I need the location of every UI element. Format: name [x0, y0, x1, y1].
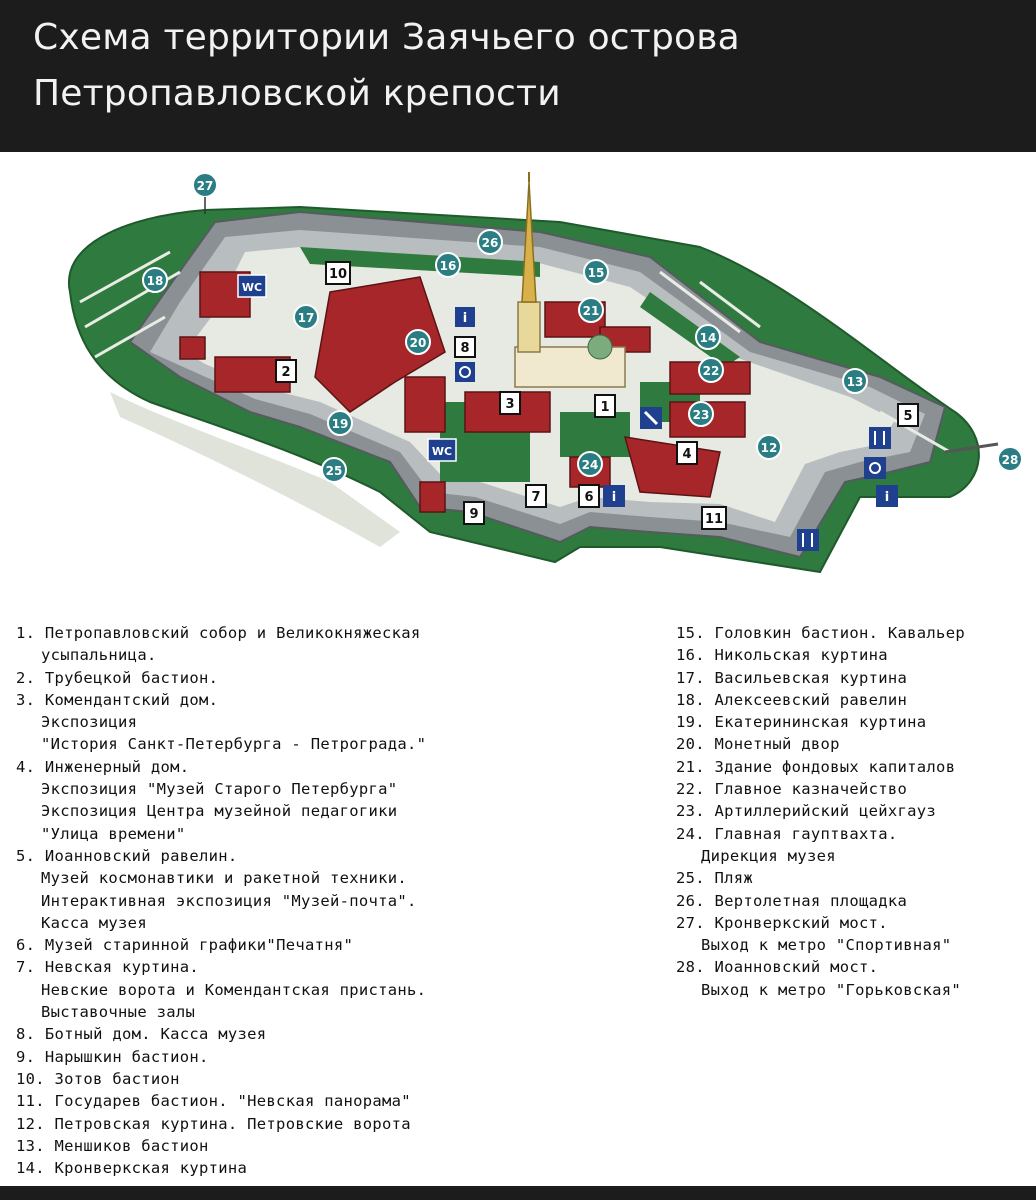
legend-item [676, 622, 1031, 644]
legend-item-text: Интерактивная экспозиция "Музей-почта". [41, 891, 417, 910]
legend-item-number: 22. [676, 780, 715, 799]
legend-item [16, 867, 616, 889]
marker-12 [757, 435, 781, 459]
legend-item-number: 28. [676, 958, 715, 977]
legend-item [16, 912, 616, 934]
legend-item-text: Екатерининская куртина [714, 713, 927, 732]
svg-text:27: 27 [196, 179, 214, 193]
legend-item [16, 979, 616, 1001]
legend-item-text: Выставочные залы [41, 1003, 196, 1022]
svg-text:17: 17 [297, 311, 315, 325]
legend-item [16, 644, 616, 666]
legend-item-number: 9. [16, 1047, 45, 1066]
legend-item-number: 20. [676, 735, 715, 754]
legend-item-text: Иоанновский мост. [714, 958, 879, 977]
marker-23 [689, 402, 713, 426]
svg-text:i: i [462, 311, 468, 326]
legend-item-text: Петровская куртина. Петровские ворота [54, 1114, 411, 1133]
marker-28 [998, 447, 1022, 471]
legend-item-number: 13. [16, 1136, 55, 1155]
legend-item-number: 2. [16, 668, 45, 687]
legend-item-number: 4. [16, 757, 45, 776]
marker-1 [595, 395, 615, 417]
legend-item-number: 24. [676, 824, 715, 843]
legend-item-text: Экспозиция Центра музейной педагогики [41, 802, 398, 821]
svg-text:28: 28 [1001, 453, 1019, 467]
svg-text:i: i [611, 490, 617, 505]
bottom-bar [0, 1186, 1036, 1200]
legend-item-text: Головкин бастион. Кавальер [714, 624, 965, 642]
legend-item-text: Государев бастион. "Невская панорама" [54, 1092, 411, 1111]
legend-item [16, 1068, 616, 1090]
legend-item-number: 25. [676, 869, 715, 888]
legend-item [676, 733, 1031, 755]
page-title-line-2: Петропавловской крепости [33, 73, 561, 114]
legend-item-number: 6. [16, 936, 45, 955]
legend-item-number: 26. [676, 891, 715, 910]
legend-item-text: Пляж [714, 869, 754, 888]
legend-item [676, 823, 1031, 845]
marker-3 [500, 392, 520, 414]
legend-item [676, 778, 1031, 800]
marker-9 [464, 502, 484, 524]
svg-text:8: 8 [460, 341, 470, 356]
marker-14 [696, 325, 720, 349]
legend-item-text: Невские ворота и Комендантская пристань. [41, 980, 427, 999]
legend-item-text: Главное казначейство [714, 780, 908, 799]
legend-item-text: Ботный дом. Касса музея [44, 1025, 267, 1044]
legend-item [16, 1046, 616, 1068]
marker-6 [579, 485, 599, 507]
legend-item [676, 845, 1031, 867]
legend-item [16, 823, 616, 845]
legend-item-text: Никольская куртина [714, 646, 888, 665]
legend-item [16, 1113, 616, 1135]
svg-text:7: 7 [531, 490, 541, 505]
legend-item [16, 1157, 616, 1179]
svg-text:1: 1 [600, 400, 610, 415]
information-icon [603, 485, 625, 507]
legend-item-text: "Улица времени" [41, 824, 186, 843]
legend-item-text: Петропавловский собор и Великокняжеская [44, 624, 421, 642]
svg-text:25: 25 [325, 464, 343, 478]
svg-text:16: 16 [439, 259, 457, 273]
svg-text:15: 15 [587, 266, 605, 280]
legend-item [676, 711, 1031, 733]
legend-item [676, 867, 1031, 889]
legend-item [16, 756, 616, 778]
legend-item [676, 912, 1031, 934]
legend-item [16, 778, 616, 800]
wc-icon [238, 275, 266, 297]
svg-text:26: 26 [481, 236, 499, 250]
svg-text:19: 19 [331, 417, 349, 431]
legend-item [16, 1023, 616, 1045]
legend-item-number: 10. [16, 1069, 55, 1088]
legend-item-text: Здание фондовых капиталов [714, 757, 956, 776]
svg-text:i: i [884, 490, 890, 505]
legend-item-text: Музей старинной графики"Печатня" [44, 936, 354, 955]
legend-item [676, 890, 1031, 912]
svg-text:21: 21 [582, 304, 600, 318]
legend-item-number: 15. [676, 624, 715, 642]
legend-item-text: Кронверкская куртина [54, 1159, 248, 1178]
legend-item-text: Экспозиция [41, 713, 138, 732]
marker-25 [322, 458, 346, 482]
legend-item [16, 956, 616, 978]
legend-item-number: 3. [16, 690, 45, 709]
marker-15 [584, 260, 608, 284]
legend-item-number: 11. [16, 1092, 55, 1111]
page-title-line-1: Схема территории Заячьего острова [33, 17, 740, 58]
svg-text:14: 14 [699, 331, 717, 345]
svg-text:23: 23 [692, 408, 710, 422]
marker-20 [406, 330, 430, 354]
svg-text:10: 10 [328, 267, 348, 282]
legend-item-text: Главная гауптвахта. [714, 824, 898, 843]
marker-11 [702, 507, 726, 529]
legend-item [16, 622, 616, 644]
svg-text:11: 11 [704, 512, 724, 527]
svg-text:4: 4 [682, 447, 692, 462]
svg-text:3: 3 [505, 397, 515, 412]
legend-item-text: Нарышкин бастион. [44, 1047, 209, 1066]
legend-item [16, 689, 616, 711]
legend-item-text: Трубецкой бастион. [44, 668, 219, 687]
legend-item-number: 16. [676, 646, 715, 665]
legend-item-text: Инженерный дом. [44, 757, 190, 776]
svg-text:2: 2 [281, 365, 291, 380]
legend-item-text: "История Санкт-Петербурга - Петрограда." [41, 735, 427, 754]
exit-icon [640, 407, 662, 429]
map-panel [0, 152, 1036, 1186]
svg-text:12: 12 [760, 441, 778, 455]
marker-7 [526, 485, 546, 507]
marker-8 [455, 337, 475, 357]
marker-22 [699, 358, 723, 382]
legend-item-number: 8. [16, 1025, 45, 1044]
legend-item-number: 27. [676, 913, 715, 932]
marker-4 [677, 442, 697, 464]
building-small-2 [420, 482, 445, 512]
legend-item [16, 733, 616, 755]
wc-icon [428, 439, 456, 461]
ticket-icon [455, 362, 475, 382]
svg-text:20: 20 [409, 336, 427, 350]
legend-item-number: 23. [676, 802, 715, 821]
legend-item [16, 1090, 616, 1112]
legend-item-number: 18. [676, 690, 715, 709]
legend-item-text: Васильевская куртина [714, 668, 908, 687]
legend-item [16, 934, 616, 956]
marker-18 [143, 268, 167, 292]
legend-item-text: Музей космонавтики и ракетной техники. [41, 869, 408, 888]
legend-item [16, 845, 616, 867]
marker-10 [326, 262, 350, 284]
legend-item-number: 17. [676, 668, 715, 687]
information-icon [455, 307, 475, 327]
marker-13 [843, 369, 867, 393]
legend-item [16, 711, 616, 733]
marker-2 [276, 360, 296, 382]
page-header [0, 0, 1036, 152]
legend-item-number: 21. [676, 757, 715, 776]
svg-text:6: 6 [584, 490, 594, 505]
legend-item [676, 800, 1031, 822]
marker-26 [478, 230, 502, 254]
legend-item-number: 14. [16, 1159, 55, 1178]
legend-left-column [16, 622, 616, 1179]
cafe-icon [797, 529, 819, 551]
svg-text:9: 9 [469, 507, 479, 522]
legend-item [676, 756, 1031, 778]
legend-right-column [676, 622, 1031, 1001]
legend-item-text: Кронверкский мост. [714, 913, 888, 932]
legend-item-text: Зотов бастион [54, 1069, 180, 1088]
legend-item [16, 890, 616, 912]
ticket-icon [864, 457, 886, 479]
legend-item [676, 934, 1031, 956]
legend-item [16, 1135, 616, 1157]
cafe-icon [869, 427, 891, 449]
legend-item-number: 5. [16, 846, 45, 865]
legend-item [16, 1001, 616, 1023]
legend-item [676, 956, 1031, 978]
legend-item-text: Меншиков бастион [54, 1136, 209, 1155]
legend-item-text: усыпальница. [41, 646, 157, 665]
svg-text:5: 5 [903, 409, 913, 424]
svg-text:22: 22 [702, 364, 720, 378]
building-small-1 [180, 337, 205, 359]
svg-text:18: 18 [146, 274, 164, 288]
legend-item-text: Выход к метро "Спортивная" [701, 936, 952, 955]
legend-item [16, 800, 616, 822]
fortress-map [0, 152, 1036, 612]
legend-item-text: Алексеевский равелин [714, 690, 908, 709]
legend-item [16, 667, 616, 689]
marker-27 [193, 173, 217, 197]
legend-item [676, 979, 1031, 1001]
svg-text:24: 24 [581, 458, 599, 472]
lawn-2 [560, 412, 630, 457]
legend-item-number: 19. [676, 713, 715, 732]
legend-item-text: Артиллерийский цейхгауз [714, 802, 937, 821]
legend-item-text: Касса музея [41, 913, 147, 932]
legend-item-text: Дирекция музея [701, 846, 836, 865]
svg-text:WC: WC [241, 281, 263, 294]
legend-item-text: Невская куртина. [44, 958, 200, 977]
svg-text:13: 13 [846, 375, 864, 389]
legend-item-text: Монетный двор [714, 735, 840, 754]
marker-16 [436, 253, 460, 277]
building-west [405, 377, 445, 432]
legend-item-text: Комендантский дом. [44, 690, 219, 709]
marker-19 [328, 411, 352, 435]
legend-item-number: 7. [16, 958, 45, 977]
marker-17 [294, 305, 318, 329]
legend-item-number: 12. [16, 1114, 55, 1133]
legend-item-text: Выход к метро "Горьковская" [701, 980, 962, 999]
legend-item-text: Иоанновский равелин. [44, 846, 238, 865]
legend-item [676, 667, 1031, 689]
svg-text:WC: WC [431, 445, 453, 458]
marker-21 [579, 298, 603, 322]
legend-item [676, 644, 1031, 666]
marker-24 [578, 452, 602, 476]
legend-item-text: Вертолетная площадка [714, 891, 908, 910]
legend-item-text: Экспозиция "Музей Старого Петербурга" [41, 780, 398, 799]
legend-item-number: 1. [16, 624, 45, 642]
information-icon [876, 485, 898, 507]
legend-item [676, 689, 1031, 711]
marker-5 [898, 404, 918, 426]
